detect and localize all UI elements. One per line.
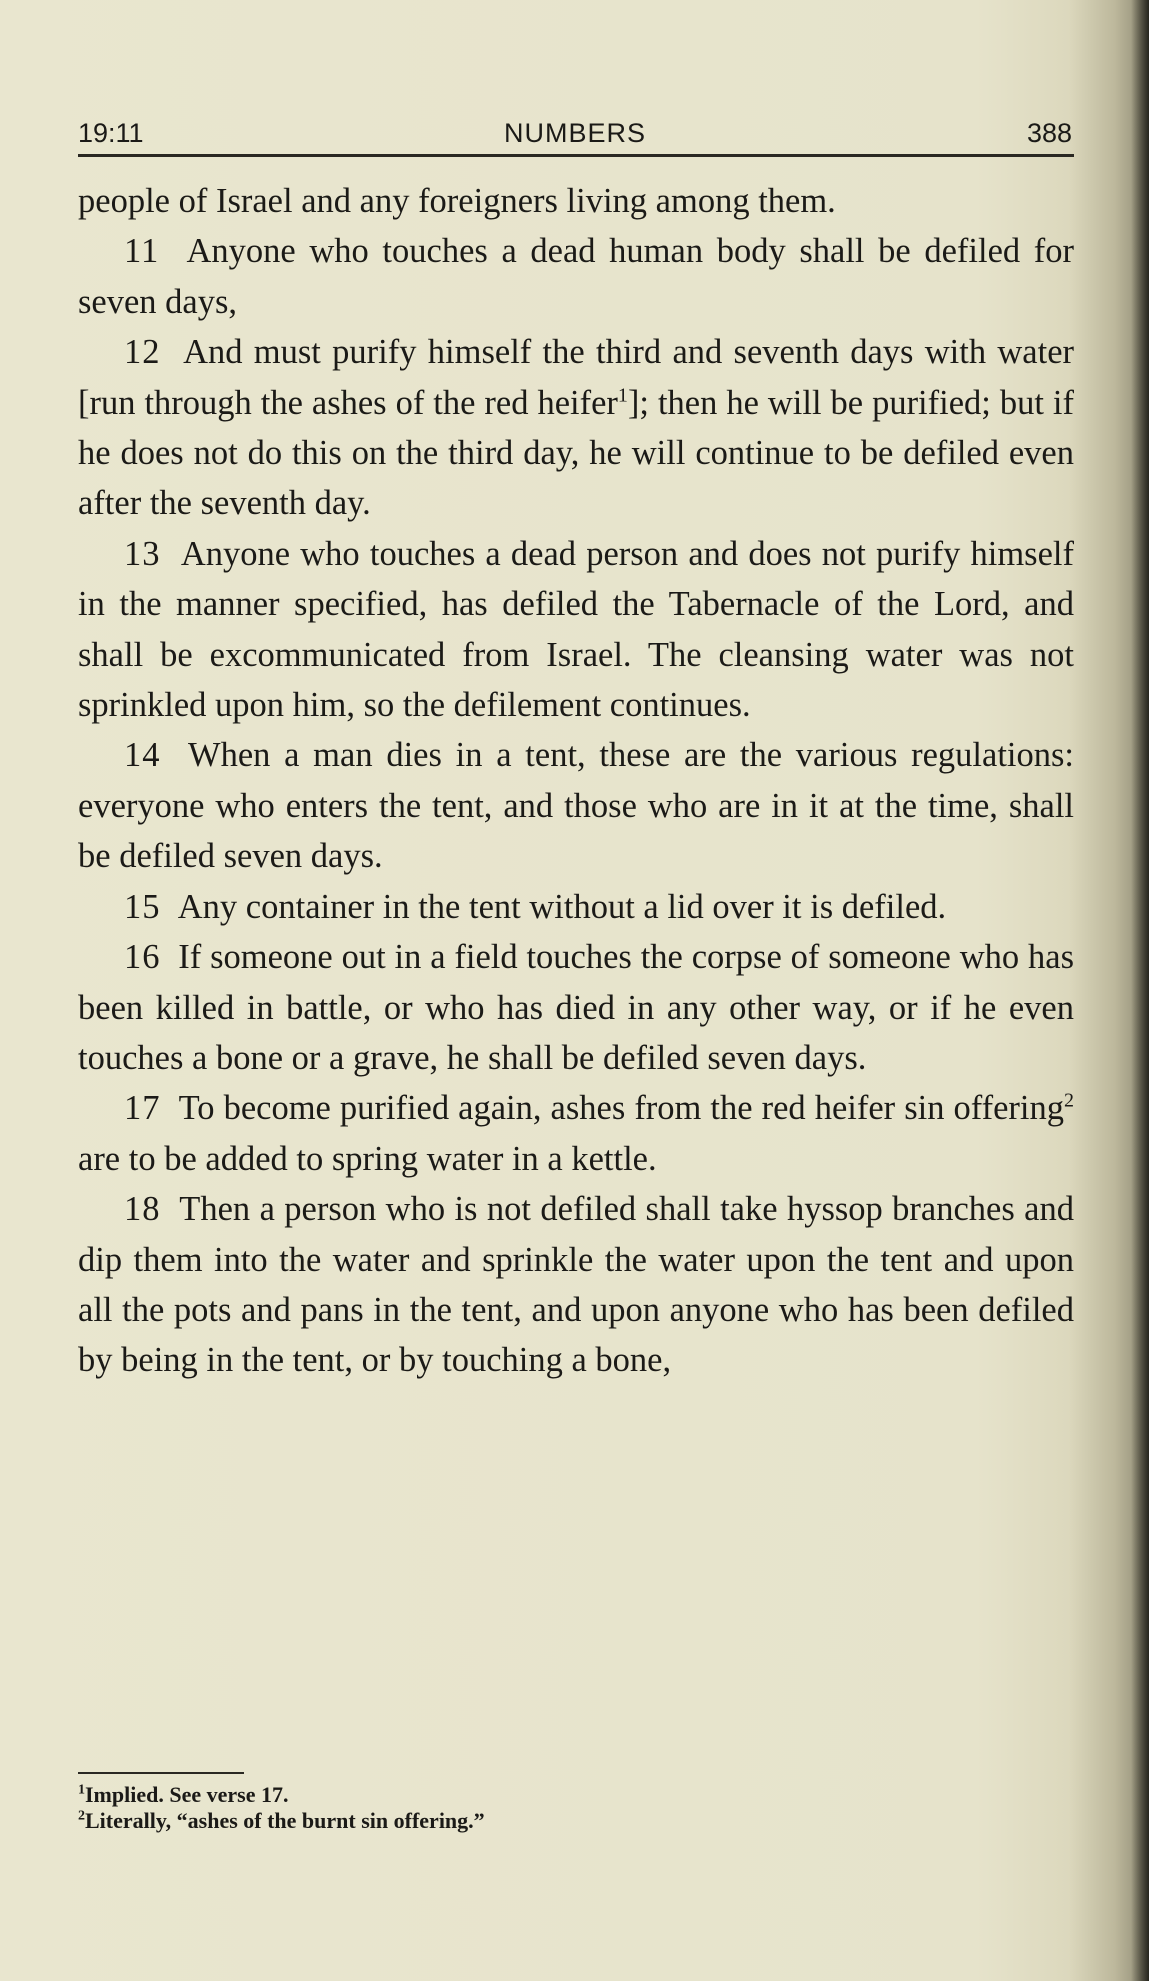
verse-text-continued: ]; then he will be purified; but if he does not do this on the third day, he will continue to be defiled even after the seventh day.	[78, 383, 1074, 523]
verse-text: Then a person who is not defiled shall take hyssop branches and dip them into the water and sprinkle the water upon the tent and upon all the pots and pans in the tent, and upon anyone who has been defiled by being in the tent, or by touching a bone,	[78, 1190, 1074, 1380]
verse-16	[78, 932, 1074, 1083]
footnote-mark: 1	[78, 1782, 85, 1798]
verse-number: 13	[124, 534, 161, 573]
verse-number: 12	[124, 333, 161, 372]
footnote-rule	[78, 1772, 244, 1774]
chapter-verse-reference: 19:11	[78, 118, 144, 148]
footnote-text: Implied. See verse 17.	[85, 1782, 289, 1807]
verse-text: Anyone who touches a dead person and does not purify himself in the manner specified, has defiled the Tabernacle of the Lord, and shall be excommunicated from Israel. The cleansing water was not sprinkled upon him, so the defilement continues.	[78, 534, 1074, 725]
verse-number: 14	[124, 736, 161, 775]
verse-13	[78, 529, 1074, 731]
verse-text: To become purified again, ashes from the red heifer sin offering	[178, 1089, 1065, 1128]
verse-12	[78, 327, 1074, 529]
book-title: NUMBERS	[503, 118, 646, 148]
verse-11	[78, 226, 1074, 327]
footnote-1	[78, 1782, 1074, 1808]
verse-text: Anyone who touches a dead human body shall be defiled for seven days,	[78, 232, 1074, 321]
footnote-text: Literally, “ashes of the burnt sin offering.”	[85, 1808, 485, 1833]
scripture-text	[78, 176, 1074, 1386]
verse-text-continued: are to be added to spring water in a kettle.	[78, 1139, 657, 1178]
footnote-2	[78, 1808, 1074, 1834]
footnote-marker: 2	[1064, 1089, 1075, 1112]
verse-number: 15	[124, 887, 161, 926]
footnotes	[78, 1782, 1074, 1834]
verse-text: When a man dies in a tent, these are the various regulations: everyone who enters the tent, and those who are in it at the time, shall be defiled seven days.	[78, 736, 1074, 876]
verse-continuation	[78, 176, 1074, 226]
verse-number: 18	[124, 1190, 161, 1229]
verse-17	[78, 1083, 1074, 1184]
verse-text: Any container in the tent without a lid over it is defiled.	[177, 887, 947, 926]
verse-number: 17	[124, 1089, 161, 1128]
footnote-mark: 2	[78, 1808, 85, 1824]
verse-text: And must purify himself the third and seventh days with water [run through the ashes of the red heifer	[78, 333, 1074, 422]
verse-18	[78, 1184, 1074, 1386]
running-header	[78, 112, 1072, 156]
verse-number: 11	[124, 232, 160, 271]
verse-14	[78, 730, 1074, 881]
page-number: 388	[1026, 118, 1072, 148]
footnote-marker: 1	[617, 384, 628, 407]
page-edge-shadow	[1131, 0, 1149, 1981]
verse-text: If someone out in a field touches the corpse of someone who has been killed in battle, or who has died in any other way, or if he even touches a bone or a grave, he shall be defiled seven days.	[78, 938, 1074, 1077]
verse-15	[78, 882, 1074, 932]
header-rule	[78, 154, 1074, 157]
verse-text: people of Israel and any foreigners living among them.	[78, 182, 836, 220]
verse-number: 16	[124, 938, 161, 977]
